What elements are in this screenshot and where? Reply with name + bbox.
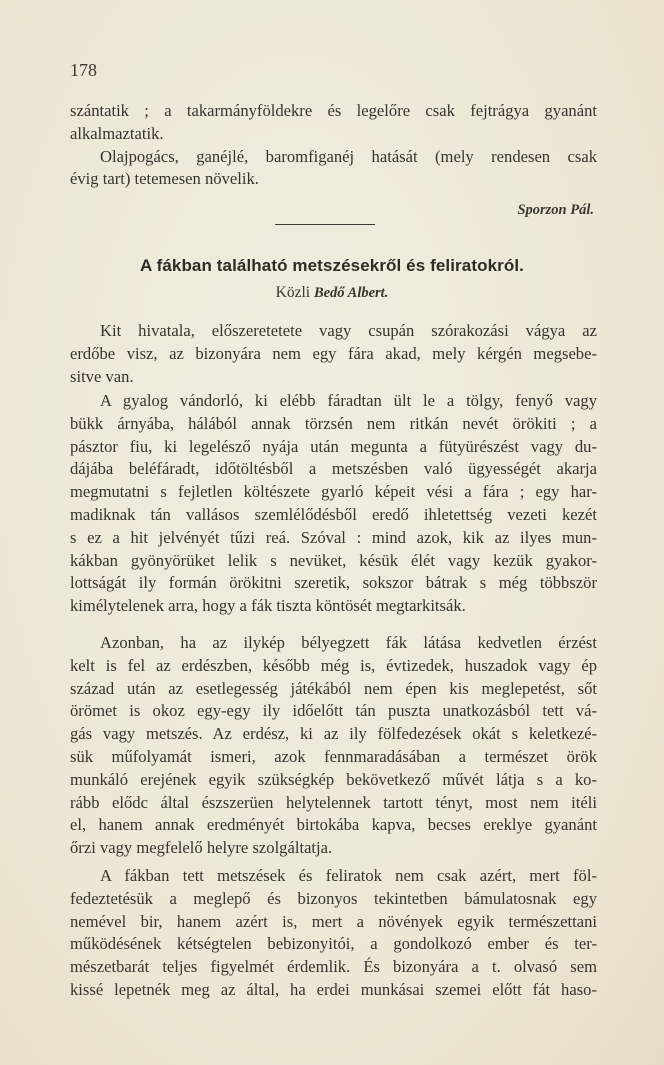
text-line: sük műfolyamát ismeri, azok fennmaradásában a természet örök	[70, 746, 597, 766]
text-line: bükk árnyába, hálából annak törzsén nem ritkán nevét örökiti ; a	[70, 413, 597, 433]
text-line: s ez a hit jelvényét tűzi reá. Szóval : mind azok, kik az ilyes mun-	[70, 527, 597, 547]
text-line: sitve van.	[70, 366, 134, 386]
text-line: fedeztetésük a meglepő és bizonyos tekintetben bámulatosnak egy	[70, 888, 597, 908]
article-author: Bedő Albert.	[313, 285, 389, 301]
text-line: mészetbarát teljes figyelmét érdemlik. És bizonyára a t. olvasó sem	[70, 957, 597, 977]
text-line: kimélytelenek arra, hogy a fák tiszta köntösét megtarkitsák.	[70, 596, 466, 616]
text-line: rább elődc által észszerüen helytelennek tartott tényt, most nem itéli	[70, 792, 597, 812]
text-line: gás vagy metszés. Az erdész, ki az ily fölfedezések okát s keletkezé-	[70, 724, 597, 744]
text-line: pásztor fiu, ki legelésző nyája után megunta a fütyürészést vagy du-	[70, 436, 597, 456]
text-line: A gyalog vándorló, ki elébb fáradtan ült le a tölgy, fenyő vagy	[100, 391, 597, 410]
text-line: A fákban tett metszések és feliratok nem csak azért, mert föl-	[100, 866, 597, 885]
paragraph-3	[70, 632, 597, 860]
text-line: munkáló erejének egyik szükségkép bekövetkező művét látja s a ko-	[70, 769, 597, 789]
page-number: 178	[70, 60, 97, 80]
text-line: kissé lepetnék meg az által, ha erdei munkásai szemei előtt fát haso-	[70, 979, 597, 999]
section-divider	[275, 224, 375, 225]
article-title: A fákban található metszésekről és feliratokról.	[140, 256, 524, 275]
text-line: erdőbe visz, az bizonyára nem egy fára akad, mely kérgén megsebe-	[70, 343, 597, 363]
text-line: dájába beléfáradt, időtöltésből a metszésben való ügyességét akarja	[70, 459, 597, 479]
paragraph-2	[70, 390, 597, 618]
intro-text	[70, 100, 597, 191]
text-line: Olajpogács, ganéjlé, baromfiganéj hatását (mely rendesen csak	[100, 146, 597, 166]
text-line: kelt is fel az erdészben, később még is, évtizedek, huszadok vagy ép	[70, 655, 597, 675]
paragraph-4	[70, 865, 597, 1002]
previous-article-signature: Sporzon Pál.	[517, 202, 594, 218]
text-line: működésének kétségtelen bebizonyitói, a gondolkozó ember és ter-	[70, 934, 597, 954]
byline-prefix: Közli	[275, 284, 311, 301]
text-line: Kit hivatala, előszeretetete vagy csupán szórakozási vágya az	[100, 321, 597, 340]
text-line: Azonban, ha az ilykép bélyegzett fák látása kedvetlen érzést	[100, 633, 597, 652]
text-line: alkalmaztatik.	[70, 123, 164, 143]
text-line: kákban gyönyörüket lelik s nevüket, késük élét vagy kezük gyakor-	[70, 550, 597, 570]
text-line: őrzi vagy megfelelő helyre szolgáltatja.	[70, 838, 333, 858]
text-line: század után az esetlegesség játékából nem épen kis meglepetést, sőt	[70, 678, 597, 698]
paragraph-1	[70, 320, 597, 388]
article-byline	[0, 284, 664, 302]
text-line: nemével bir, hanem azért is, mert a növények egyik természettani	[70, 911, 597, 931]
text-line: lottságát ily formán örökitni szeretik, sokszor bátrak s még többször	[70, 573, 597, 593]
text-line: évig tart) tetemesen növelik.	[70, 169, 259, 189]
text-line: megmutatni s fejletlen költészete gyarló képeit vési a fára ; egy har-	[70, 482, 597, 502]
text-line: örömet is okoz egy-egy ily időelőtt tán puszta unatkozásból tett vá-	[70, 701, 597, 721]
text-line: madiknak tán vallásos szemlélődésből eredő ihletettség vezeti kezét	[70, 504, 597, 524]
text-line: el, hanem annak eredményét birtokába kapva, becses ereklye gyanánt	[70, 815, 597, 835]
text-line: szántatik ; a takarmányföldekre és legelőre csak fejtrágya gyanánt	[70, 101, 597, 120]
